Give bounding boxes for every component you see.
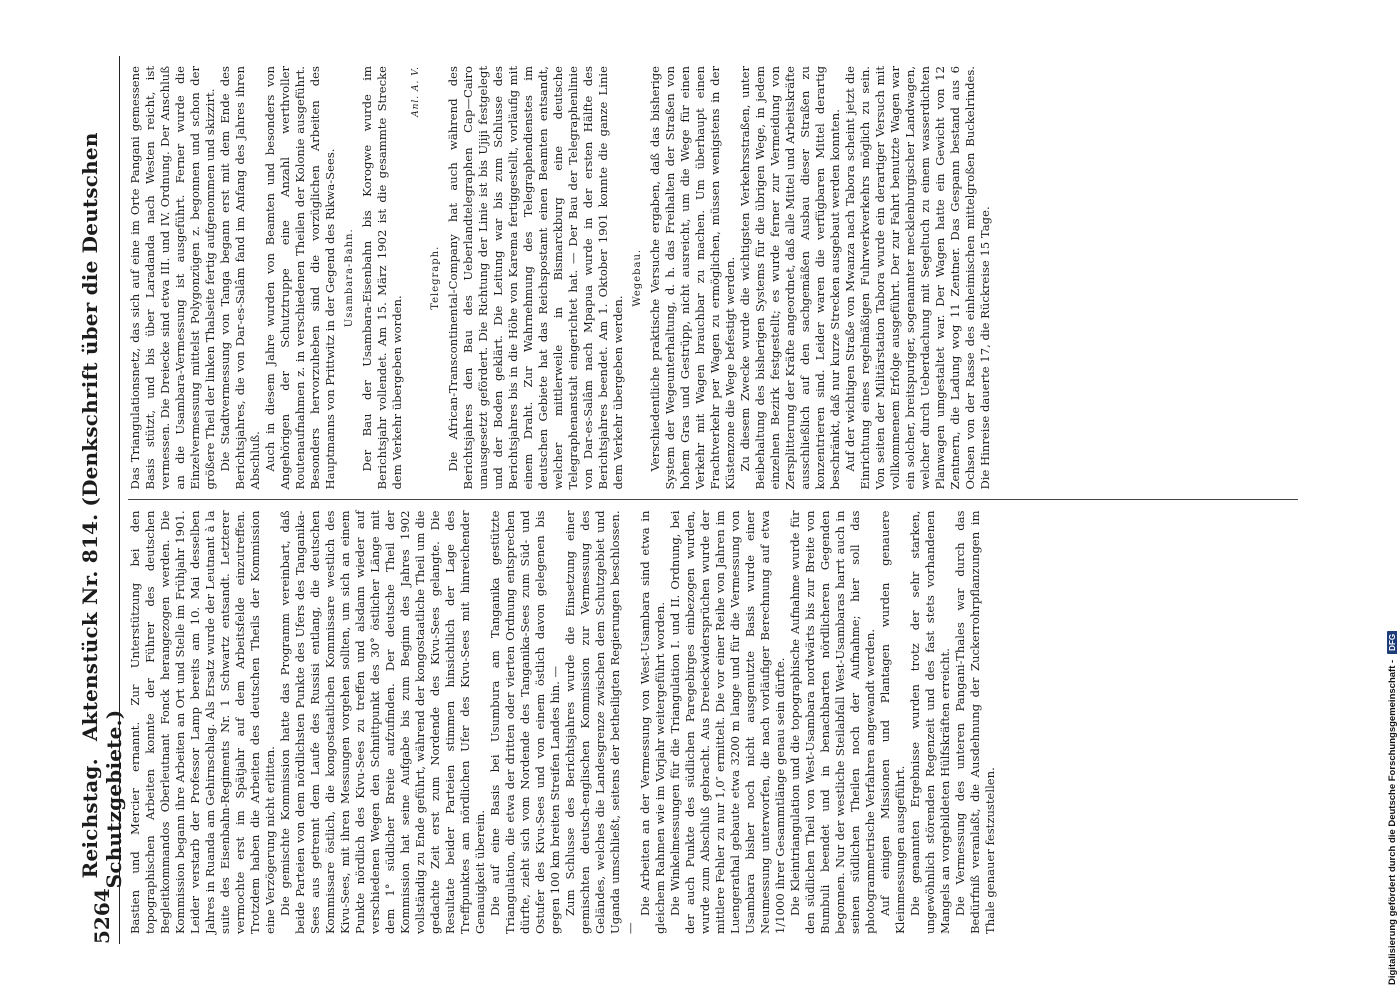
left-column [128,500,1298,945]
margin-note: Anl. A. V. [411,66,421,117]
header-left: Reichstag. [78,758,102,879]
right-paragraph: Die African-Transcontinental-Company hat auch während des Berichtsjahres den Bau des Ueberlandtelegraphen Cap—Cairo unausgesetzt gefördert. Die Richtung der Linie ist bis Ujiji festgelegt und der Boden geklärt. Die Leitung war bis zum Schlusse des Berichtsjahres bis in die Höhe von Karema fertiggestellt, vorläufig mit einem Draht. Zur Wahrnehmung des Telegraphendienstes im deutschen Gebiete hat das Reichspostamt einen Beamten entsandt, welcher mittlerweile in Bismarckburg eine deutsche Telegraphenanstalt eingerichtet hat. — Der Bau der Telegraphenlinie von Dar-es-Salâm nach Mpapua wurde in der ersten Hälfte des Berichtsjahres beendet. Am 1. Oktober 1901 konnte die ganze Linie dem Verkehr übergeben werden. [446,66,625,490]
section-heading-telegraph: Telegraph. [430,245,441,310]
left-paragraph: Zum Schlusse des Berichtsjahres wurde die Einsetzung einer gemischten deutsch-englischen Kommission zur Vermessung des Geländes, welches die Landesgrenze zwischen dem Schutzgebiet und Uganda umschließt, seitens der betheiligten Regierungen beschlossen. — [563,510,637,934]
rotated-document-page [78,50,1305,950]
credit-text: Digitalisierung gefördert durch die Deutsche Forschungsgemeinschaft - [1386,659,1397,985]
left-paragraph: Die Vermessung des unteren Pangani-Thales war durch das Bedürfniß veranlaßt, die Ausdehnung der Zuckerrohrpflanzungen im Thale genauer festzustellen. [953,510,997,934]
right-paragraph: Auf der wichtigen Straße von Mwanza nach Tabora scheint jetzt die Einrichtung eines regelmäßigen Fuhrwerkverkehrs möglich zu sein. Von seiten der Militärstation Tabora wurde ein derartiger Versuch mit vollkommenem Erfolge ausgeführt. Der zur Fahrt benutzte Wagen war ein solcher, breitspuriger, sogenannter mecklenburgischer Landwagen, welcher durch Ueberdachung mit Segeltuch zu einem wasserdichten Planwagen umgestaltet war. Der Wagen hatte ein Gewicht von 12 Zentnern, die Ladung wog 11 Zentner. Das Gespann bestand aus 6 Ochsen von der Rasse des einheimischen mittelgroßen Buckelrindes. Die Hinreise dauerte 17, die Rückreise 15 Tage. [843,66,992,490]
two-column-body [128,56,1298,944]
page-number: 5264 [90,888,114,944]
right-paragraph: Auch in diesem Jahre wurden von Beamten und besonders von Angehörigen der Schutztruppe eine Anzahl werthvoller Routenaufnahmen z. in verschiedenen Theilen der Kolonie ausgeführt. Besonders hervorzuheben sind die vorzüglichen Arbeiten des Hauptmanns von Prittwitz in der Gegend des Rikwa-Sees. [263,66,337,490]
left-paragraph: Die Arbeiten an der Vermessung von West-Usambara sind etwa in gleichem Rahmen wie im Vorjahr weitergeführt worden. [638,510,667,934]
running-header [78,56,126,944]
right-paragraph: Zu diesem Zwecke wurde die wichtigsten Verkehrsstraßen, unter Beibehaltung des bisherigen Systems für die übrigen Wege, in jedem einzelnen Bezirk festgestellt; es wurde ferner zur Vermeidung von Zersplitterung der Kräfte angeordnet, daß alle Mittel und Arbeitskräfte ausschließlich auf den sachgemäßen Ausbau dieser Straßen zu konzentrieren sind. Leider waren die verfügbaren Mittel derartig beschränkt, daß nur kurze Strecken ausgebaut werden konnten. [738,66,842,490]
header-right: Aktenstück Nr. 814. (Denkschrift über die Deutschen Schutzgebiete.) [78,132,126,889]
right-paragraph: Die Stadtvermessung von Tanga begann erst mit dem Ende des Berichtsjahres, die von Dar-es-Salâm fand im Anfang des Jahres ihren Abschluß. [218,66,262,490]
section-heading-usambara-bahn: Usambara-Bahn. [344,228,355,328]
right-paragraph: Das Triangulationsnetz, das sich auf eine im Orte Pangani gemessene Basis stützt, und bis über Laradanda nach Westen reicht, ist vermessen. Die Dreiecke sind etwa III. und IV. Ordnung. Der Anschluß an die Usambara-Vermessung ist ausgeführt. Ferner wurde die Einzelvermessung mittelst Polygonzügen z. begonnen und schon der größere Theil der linken Thalseite fertig aufgenommen und skizzirt. [128,66,217,490]
left-paragraph: Die gemischte Kommission hatte das Programm vereinbart, daß beide Parteien von dem nördlichsten Punkte des Ufers des Tanganika-Sees aus getrennt dem Laufe des Russisi entlang, die deutschen Kommissare östlich, die kongostaatlichen Kommissare westlich des Kivu-Sees, mit ihren Messungen vorgehen sollten, um sich an einem Punkte nördlich des Kivu-Sees zu treffen und alsdann wieder auf verschiedenen Wegen den Schnittpunkt des 30° östlicher Länge mit dem 1° südlicher Breite aufzufinden. Der deutsche Theil der Kommission hat seine Aufgabe bis zum Beginn des Jahres 1902 vollständig zu Ende geführt, während der kongostaatliche Theil um die gedachte Zeit erst zum Nordende des Kivu-Sees gelangte. Die Resultate beider Parteien stimmen hinsichtlich der Lage des Treffpunktes am nördlichen Ufer des Kivu-Sees mit hinreichender Genauigkeit überein. [278,510,487,934]
left-paragraph: Die Kleintriangulation und die topographische Aufnahme wurde für den südlichen Theil von West-Usambara nordwärts bis zur Breite von Bumbuli beendet und in benachbarten nördlicheren Gegenden begonnen. Nur der westliche Steilabfall West-Usambaras harrt auch in seinen südlichen Theilen noch der Aufnahme; hier soll das photogrammetrische Verfahren angewandt werden. [788,510,877,934]
left-paragraph: Die Winkelmessungen für die Triangulation I. und II. Ordnung, bei der auch Punkte des südlichen Paregebirges einbezogen wurden, wurde zum Abschluß gebracht. Aus Dreieckwidersprüchen wurde der mittlere Fehler zu nur 1,0″ ermittelt. Die vor einer Reihe von Jahren im Luengerathal gebaute etwa 3200 m lange und für die Vermessung von Usambara bisher noch nicht ausgenutzte Basis wurde einer Neumessung unterworfen, die nach vorläufiger Berechnung auf etwa 1/1000 ihrer Gesammtlänge genau sein dürfte. [668,510,787,934]
digitization-credit [1386,25,1397,985]
left-paragraph: Die genannten Ergebnisse wurden trotz der sehr starken, ungewöhnlich störenden Regenzeit und des fast stets vorhandenen Mangels an vorgebildeten Hülfskräften erreicht. [908,510,952,934]
right-paragraph: Verschiedentliche praktische Versuche ergaben, daß das bisherige System der Wegeunterhaltung, d. h. das Freihalten der Straßen von hohem Gras und Gestrüpp, nicht ausreicht, um die Wege für einen Verkehr mit Wagen brauchbar zu machen. Um überhaupt einen Frachtverkehr per Wagen zu ermöglichen, müssen wenigstens in der Küstenzone die Wege befestigt werden. [648,66,737,490]
right-paragraph: Der Bau der Usambara-Eisenbahn bis Korogwe wurde im Berichtsjahr vollendet. Am 15. März 1902 ist die gesammte Strecke dem Verkehr übergeben worden. [360,66,404,490]
left-paragraph: Auf einigen Missionen und Plantagen wurden genauere Kleinmessungen ausgeführt. [878,510,907,934]
dfg-logo-icon: DFG [1387,631,1397,654]
section-heading-wegebau: Wegebau. [632,248,643,307]
right-column [128,56,1298,500]
left-paragraph: Bastien und Mercier ernannt. Zur Unterstützung bei den topographischen Arbeiten konnte der Führer des deutschen Begleitkommandos Oberleutnant Fonck herangezogen werden. Die Kommission begann ihre Arbeiten an Ort und Stelle im Frühjahr 1901. Leider verstarb der Professor Lamp bereits am 10. Mai desselben Jahres in Ruanda am Gehirnschlag. Als Ersatz wurde der Leutnant à la suite des Eisenbahn-Regiments Nr. 1 Schwartz entsandt. Letzterer vermochte erst im Spätjahr auf dem Arbeitsfelde einzutreffen. Trotzdem haben die Arbeiten des deutschen Theils der Kommission eine Verzögerung nicht erlitten. [128,510,277,934]
header-title [78,90,126,888]
left-paragraph: Die auf eine Basis bei Usumbura am Tanganika gestützte Triangulation, die etwa der dritten oder vierten Ordnung entsprechen dürfte, zieht sich vom Nordende des Tanganika-Sees zum Süd- und Ostufer des Kivu-Sees und von einem östlich davon gelegenen bis gegen 100 km breiten Streifen Landes hin. — [488,510,562,934]
